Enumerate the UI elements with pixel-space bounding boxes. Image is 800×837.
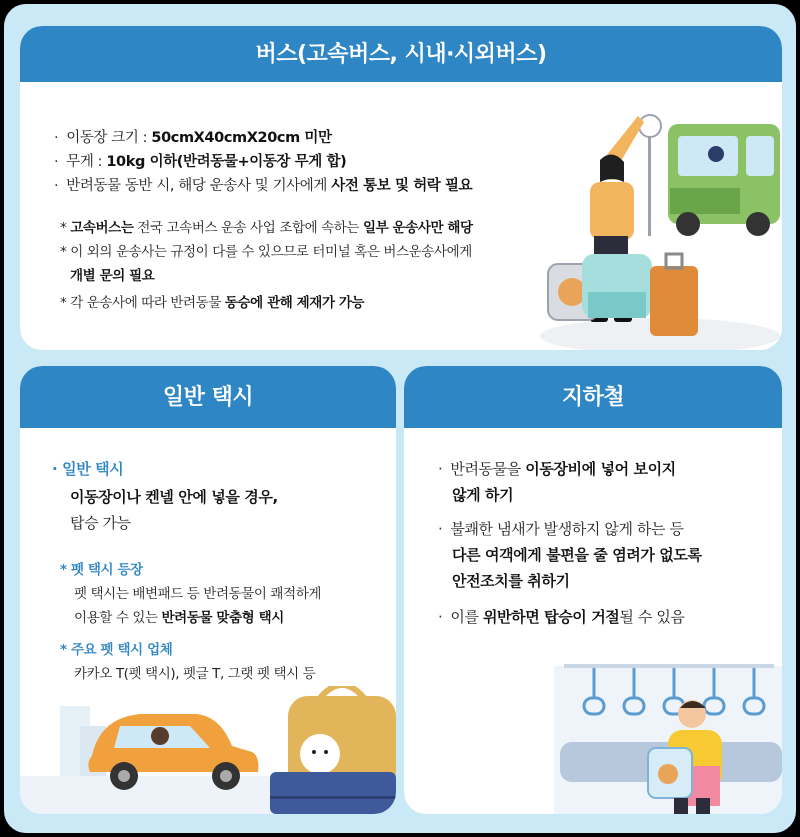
subway-bullet-2-line3: 안전조치를 취하기 xyxy=(452,572,570,590)
taxi-general-label: · 일반 택시 xyxy=(52,460,124,478)
subway-card xyxy=(404,366,782,814)
bus-note-other-line2: 개별 문의 필요 xyxy=(70,268,155,284)
bus-stop-illustration xyxy=(520,96,782,350)
bus-bullet-weight: · 무게 : 10kg 이하(반려동물+이동장 무게 합) xyxy=(54,154,347,170)
bus-note-restriction: * 각 운송사에 따라 반려동물 동승에 관해 제재가 가능 xyxy=(60,295,365,311)
pet-taxi-label: * 펫 택시 등장 xyxy=(60,562,143,578)
subway-illustration xyxy=(404,646,782,814)
major-pet-taxi-label: * 주요 펫 택시 업체 xyxy=(60,642,173,658)
bus-note-other-line1: * 이 외의 운송사는 규정이 다를 수 있으므로 터미널 혹은 버스운송사에게 xyxy=(60,244,472,260)
taxi-card-title: 일반 택시 xyxy=(20,366,396,428)
taxi-card xyxy=(20,366,396,814)
bus-note-express: * 고속버스는 전국 고속버스 운송 사업 조합에 속하는 일부 운송사만 해당 xyxy=(60,220,473,236)
bus-bullet-notice: · 반려동물 동반 시, 해당 운송사 및 기사에게 사전 통보 및 허락 필요 xyxy=(54,178,473,194)
subway-bullet-1-line2: 않게 하기 xyxy=(452,486,514,504)
bus-card-title: 버스(고속버스, 시내·시외버스) xyxy=(20,26,782,82)
taxi-illustration xyxy=(20,686,396,814)
subway-card-title: 지하철 xyxy=(404,366,782,428)
pet-taxi-line2: 이용할 수 있는 반려동물 맞춤형 택시 xyxy=(74,610,284,626)
infographic-frame xyxy=(4,4,796,833)
major-pet-taxi-list: 카카오 T(펫 택시), 펫글 T, 그랫 펫 택시 등 xyxy=(74,666,316,682)
taxi-general-line1: 이동장이나 켄넬 안에 넣을 경우, xyxy=(70,488,278,506)
subway-bullet-2-line2: 다른 여객에게 불편을 줄 염려가 없도록 xyxy=(452,546,702,564)
subway-bullet-3: · 이를 위반하면 탑승이 거절될 수 있음 xyxy=(438,608,685,626)
pet-taxi-line1: 펫 택시는 배변패드 등 반려동물이 쾌적하게 xyxy=(74,586,321,602)
taxi-general-line2: 탑승 가능 xyxy=(70,514,131,532)
subway-bullet-1-line1: · 반려동물을 이동장비에 넣어 보이지 xyxy=(438,460,676,478)
subway-bullet-2-line1: · 불쾌한 냄새가 발생하지 않게 하는 등 xyxy=(438,520,684,538)
bus-card xyxy=(20,26,782,350)
bus-bullet-size: · 이동장 크기 : 50cmX40cmX20cm 미만 xyxy=(54,130,332,146)
